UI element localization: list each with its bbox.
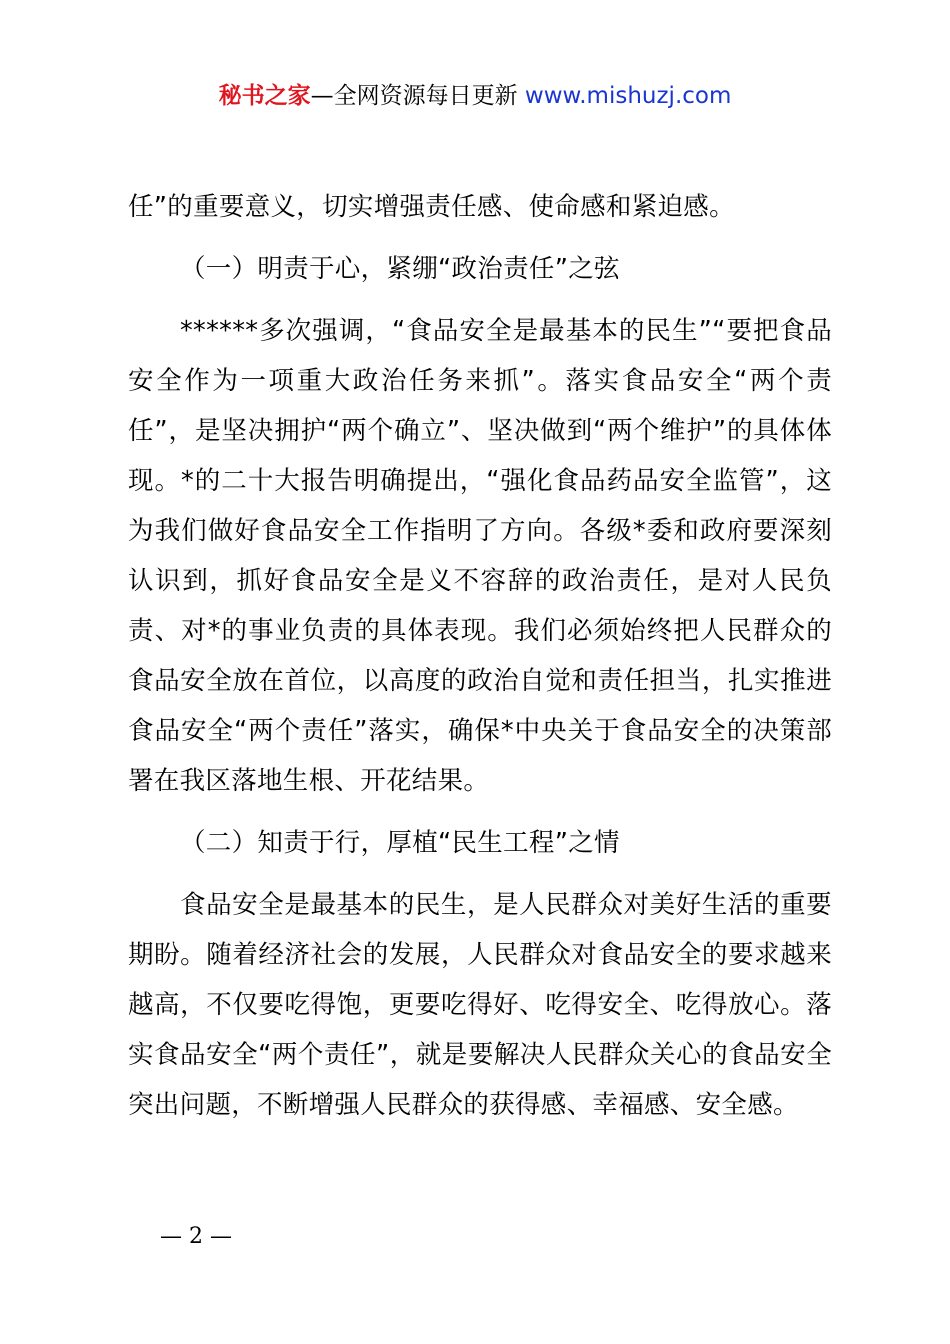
header-tagline: —全网资源每日更新 [310, 83, 518, 109]
paragraph: ******多次强调，“食品安全是最基本的民生”“要把食品安全作为一项重大政治任务来抓”。落实食品安全“两个责任”，是坚决拥护“两个确立”、坚决做到“两个维护”的具体体现。*的二十大报告明确提出，“强化食品药品安全监管”，这为我们做好食品安全工作指明了方向。各级*委和政府要深刻认识到，抓好食品安全是义不容辞的政治责任，是对人民负责、对*的事业负责的具体表现。我们必须始终把人民群众的食品安全放在首位，以高度的政治自觉和责任担当，扎实推进食品安全“两个责任”落实，确保*中央关于食品安全的决策部署在我区落地生根、开花结果。 [128, 316, 832, 796]
paragraph: 食品安全是最基本的民生，是人民群众对美好生活的重要期盼。随着经济社会的发展，人民群众对食品安全的要求越来越高，不仅要吃得饱，更要吃得好、吃得安全、吃得放心。落实食品安全“两个责任”，就是要解决人民群众关心的食品安全突出问题，不断增强人民群众的获得感、幸福感、安全感。 [128, 890, 832, 1120]
page-number: — 2 — [160, 1224, 232, 1249]
section-heading-1: （一）明责于心，紧绷“政治责任”之弦 [180, 254, 620, 284]
document-body [128, 182, 832, 1130]
header-url[interactable]: www.mishuzj.com [524, 83, 732, 109]
section-heading-2: （二）知责于行，厚植“民生工程”之情 [180, 828, 620, 858]
paragraph-continuation: 任”的重要意义，切实增强责任感、使命感和紧迫感。 [128, 192, 735, 222]
header-brand: 秘书之家 [218, 83, 311, 109]
site-header [0, 80, 950, 112]
